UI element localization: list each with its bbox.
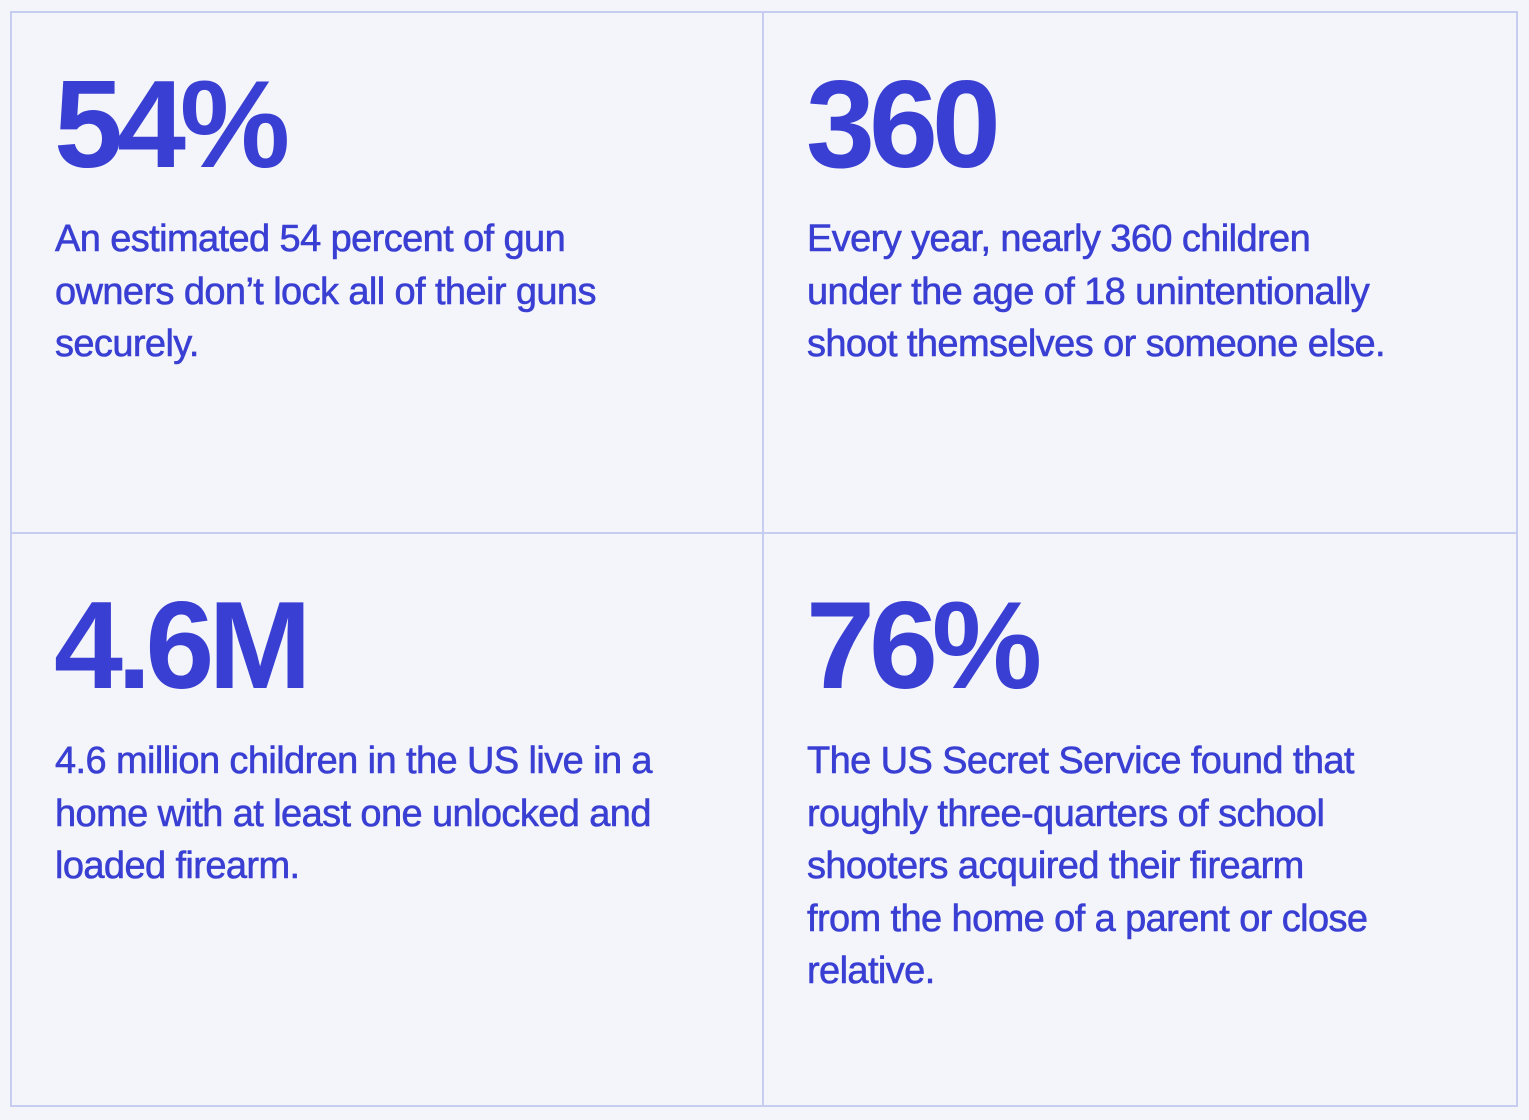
stat-description: The US Secret Service found that roughly three-quarters of school shooters acquired their firearm from the home of a parent or close relative.	[807, 740, 1368, 992]
stat-description: 4.6 million children in the US live in a home with at least one unlocked and loaded firearm.	[55, 740, 652, 887]
stat-value: 4.6M	[54, 577, 306, 715]
stat-value: 54%	[54, 56, 285, 194]
stat-card-unlocked-guns	[12, 13, 764, 534]
stat-card-child-shootings	[764, 13, 1518, 534]
stat-description: An estimated 54 percent of gun owners don’t lock all of their guns securely.	[55, 218, 596, 365]
stat-value: 360	[806, 56, 995, 194]
stat-value: 76%	[806, 577, 1037, 715]
stats-grid	[10, 11, 1518, 1107]
stat-description: Every year, nearly 360 children under the age of 18 unintentionally shoot themselves or someone else.	[807, 218, 1385, 365]
stat-card-children-in-homes	[12, 534, 764, 1107]
stat-card-school-shooters	[764, 534, 1518, 1107]
